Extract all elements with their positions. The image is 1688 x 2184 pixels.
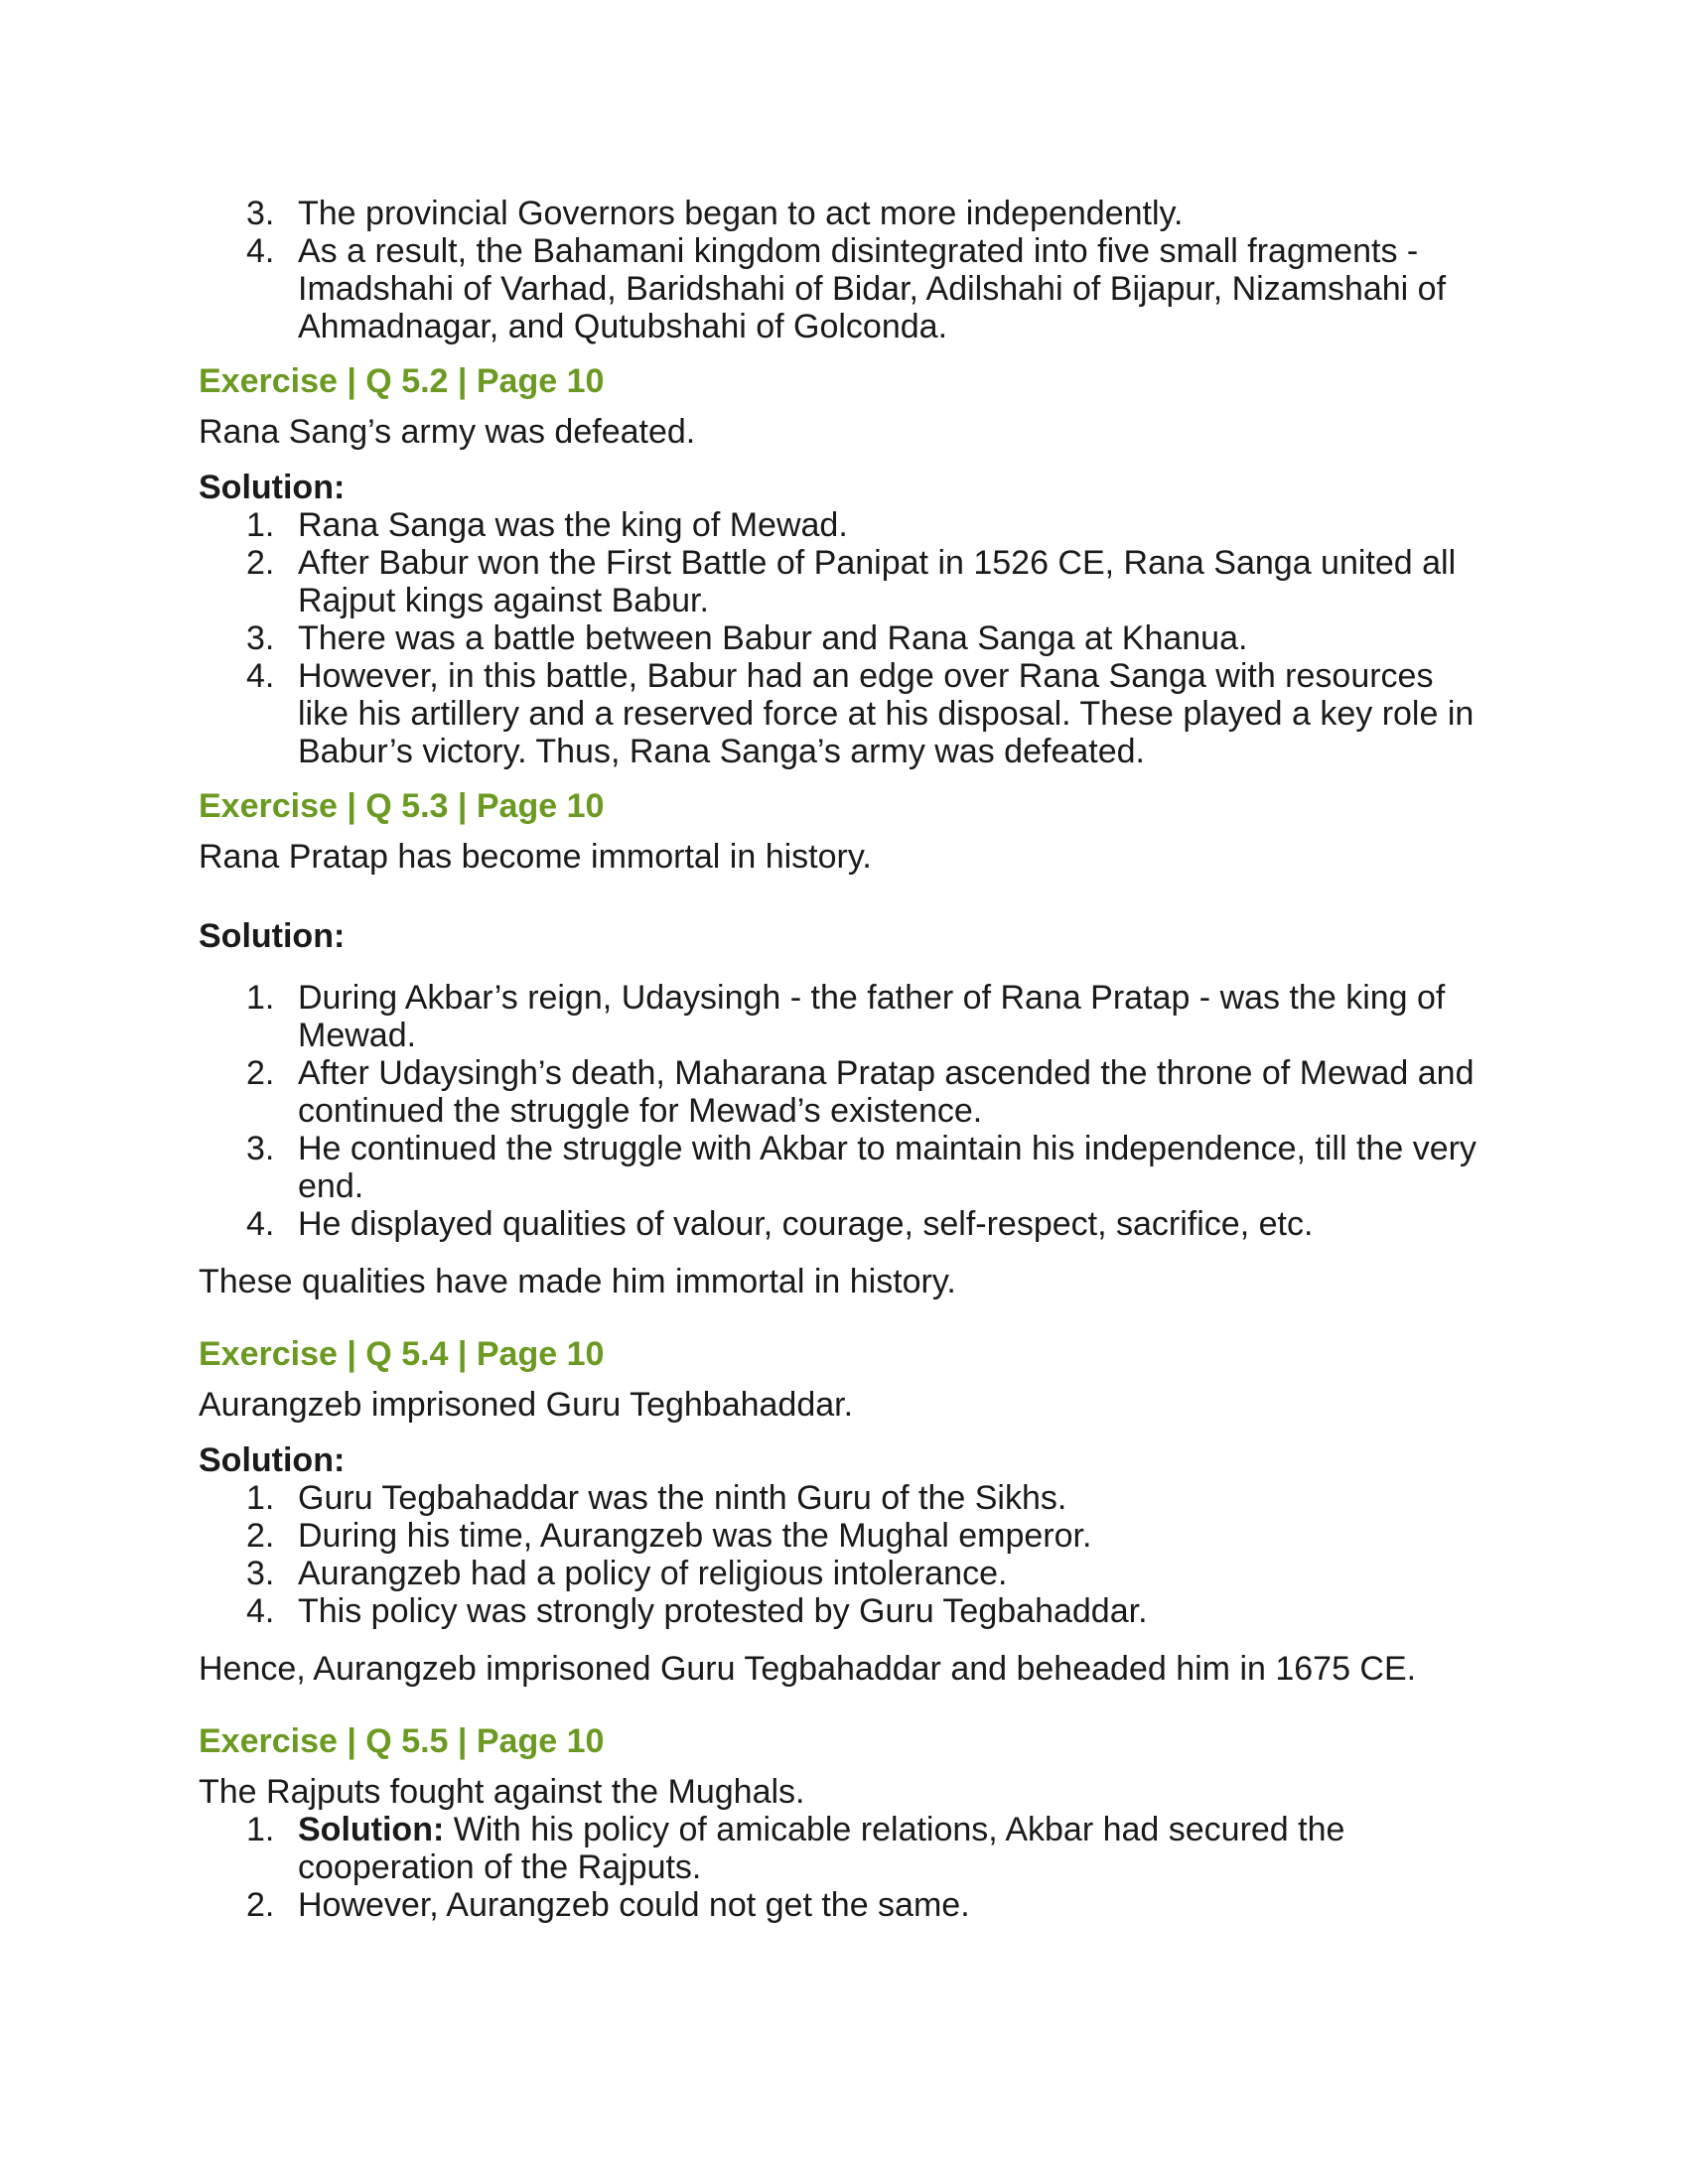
solution-label: Solution: — [298, 1811, 445, 1848]
exercise-q54 — [199, 1332, 1489, 1688]
list-item: 3. There was a battle between Babur and Rana Sanga at Khanua. — [246, 619, 1248, 657]
question-text: Rana Pratap has become immortal in history. — [199, 838, 872, 876]
exercise-heading: Exercise | Q 5.2 | Page 10 — [199, 362, 605, 400]
solution-list — [199, 506, 1489, 770]
solution-label: Solution: — [199, 917, 346, 955]
document-page — [199, 195, 1489, 1924]
list-item: 1. Solution: With his policy of amicable relations, Akbar had secured the cooperation of the Rajputs. — [246, 1811, 1345, 1886]
exercise-heading: Exercise | Q 5.3 | Page 10 — [199, 787, 605, 825]
list-item: 3. Aurangzeb had a policy of religious intolerance. — [246, 1555, 1008, 1592]
list-item: 4. He displayed qualities of valour, courage, self-respect, sacrifice, etc. — [246, 1205, 1314, 1243]
list-item: 2. During his time, Aurangzeb was the Mughal emperor. — [246, 1517, 1092, 1555]
conclusion-text: These qualities have made him immortal in history. — [199, 1263, 956, 1300]
exercise-q53 — [199, 784, 1489, 1300]
list-item: 2. After Babur won the First Battle of Panipat in 1526 CE, Rana Sanga united all Rajput kings against Babur. — [246, 544, 1457, 619]
question-text: The Rajputs fought against the Mughals. — [199, 1773, 805, 1811]
continued-list — [199, 195, 1489, 345]
exercise-q52 — [199, 359, 1489, 770]
list-item: 1. During Akbar’s reign, Udaysingh - the father of Rana Pratap - was the king of Mewad. — [246, 979, 1446, 1054]
list-item: 4. However, in this battle, Babur had an edge over Rana Sanga with resources like his artillery and a reserved force at his disposal. These played a key role in Babur’s victory. Thus, Rana Sanga’s army was defeated. — [246, 657, 1475, 770]
solution-label: Solution: — [199, 469, 346, 506]
list-item: 2. After Udaysingh’s death, Maharana Pratap ascended the throne of Mewad and continued the struggle for Mewad’s existence. — [246, 1054, 1475, 1130]
conclusion-text: Hence, Aurangzeb imprisoned Guru Tegbahaddar and beheaded him in 1675 CE. — [199, 1650, 1417, 1688]
solution-label: Solution: — [199, 1441, 346, 1479]
exercise-heading: Exercise | Q 5.4 | Page 10 — [199, 1335, 605, 1373]
list-item: 2. However, Aurangzeb could not get the same. — [246, 1886, 970, 1924]
solution-list — [199, 979, 1489, 1243]
exercise-q55 — [199, 1719, 1489, 1924]
question-text: Aurangzeb imprisoned Guru Teghbahaddar. — [199, 1386, 854, 1424]
list-item: 4. As a result, the Bahamani kingdom disintegrated into five small fragments - Imadshahi of Varhad, Baridshahi of Bidar, Adilshahi of Bijapur, Nizamshahi of Ahmadnagar, and Qutubshahi of Golconda. — [246, 232, 1447, 345]
question-text: Rana Sang’s army was defeated. — [199, 413, 696, 451]
solution-list — [199, 1479, 1489, 1630]
list-item: 1. Guru Tegbahaddar was the ninth Guru of the Sikhs. — [246, 1479, 1067, 1517]
list-item: 3. The provincial Governors began to act more independently. — [246, 195, 1184, 232]
list-item: 3. He continued the struggle with Akbar to maintain his independence, till the very end. — [246, 1130, 1477, 1205]
exercise-heading: Exercise | Q 5.5 | Page 10 — [199, 1722, 605, 1760]
solution-list — [199, 1811, 1489, 1924]
list-item: 1. Rana Sanga was the king of Mewad. — [246, 506, 848, 544]
list-item: 4. This policy was strongly protested by Guru Tegbahaddar. — [246, 1592, 1148, 1630]
